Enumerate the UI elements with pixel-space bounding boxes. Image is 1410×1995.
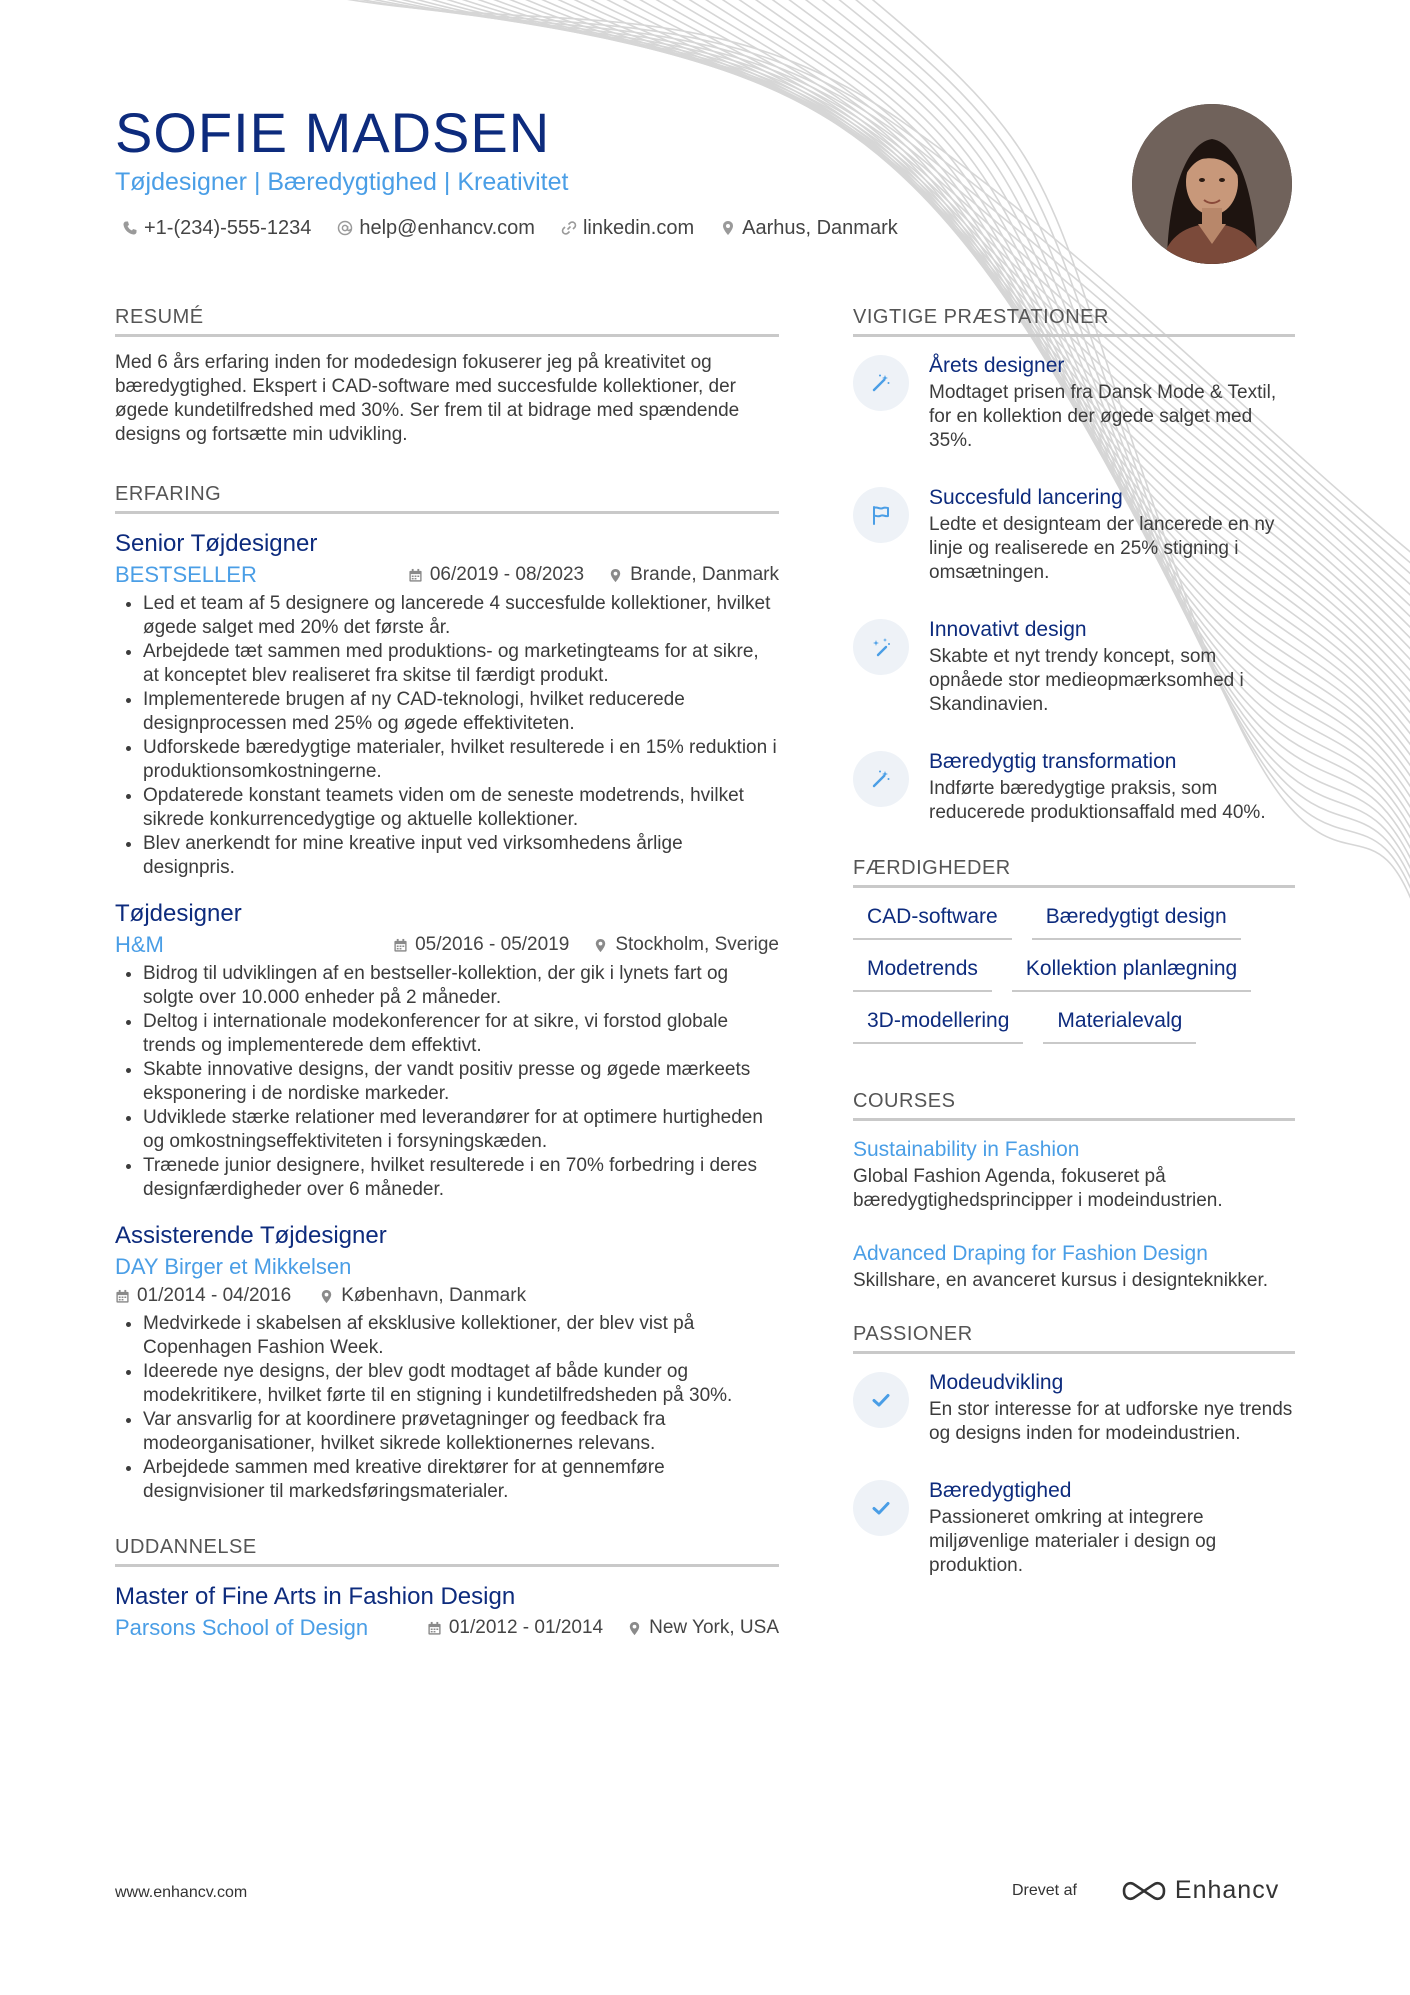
degree-title: Master of Fine Arts in Fashion Design <box>115 1583 516 1610</box>
passion-title: Modeudvikling <box>929 1371 1064 1394</box>
job-dates-text: 06/2019 - 08/2023 <box>429 564 585 585</box>
brand-name: Enhancv <box>1174 1876 1280 1904</box>
list-item: • Led et team af 5 designere og lancerede 4 succesfulde kollektioner, hvilket øgede salget med 20% det første år. <box>143 592 779 640</box>
phone-icon <box>122 220 138 236</box>
job-bullets <box>115 962 779 1202</box>
list-item: • Arbejdede sammen med kreative direktører for at gennemføre designvisioner til markedsføringsmaterialer. <box>143 1456 779 1504</box>
passion-item <box>853 1476 1295 1578</box>
location-pin-icon <box>720 220 736 236</box>
passion-desc: En stor interesse for at udforske nye trends og designs inden for modeindustrien. <box>929 1399 1293 1444</box>
list-item: • Opdaterede konstant teamets viden om de seneste modetrends, hvilket sikrede konkurrencedygtige og aktuelle kollektioner. <box>143 784 779 832</box>
summary-heading: RESUMÉ <box>115 304 779 337</box>
location-pin-icon <box>608 568 623 583</box>
job-bullets <box>115 1312 779 1504</box>
skill-tag: Kollektion planlægning <box>1012 954 1251 992</box>
achievement-item <box>853 615 1295 717</box>
education-heading: UDDANNELSE <box>115 1534 779 1567</box>
contact-row <box>122 214 898 242</box>
linkedin-text: linkedin.com <box>582 217 695 239</box>
achievement-item <box>853 483 1295 585</box>
achievement-title: Bæredygtig transformation <box>929 750 1177 773</box>
location-text: Aarhus, Danmark <box>742 217 898 239</box>
list-item: • Bidrog til udviklingen af en bestseller-kollektion, der gik i lynets fart og solgte over 10.000 enheder på 2 måneder. <box>143 962 779 1010</box>
location-pin-icon <box>627 1621 642 1636</box>
candidate-tagline: Tøjdesigner | Bæredygtighed | Kreativitet <box>115 168 569 196</box>
job-meta <box>115 560 779 590</box>
course-item <box>853 1135 1295 1213</box>
skills-list <box>853 902 1295 1044</box>
achievement-desc: Ledte et designteam der lancerede en ny linje og realiserede en 25% stigning i omsætningen. <box>929 514 1275 583</box>
magic-wand-icon <box>853 751 909 807</box>
summary-text: Med 6 års erfaring inden for modedesign fokuserer jeg på kreativitet og bæredygtighed. Ekspert i CAD-software med succesfulde kollektioner, der øgede kundetilfredshed med 30%. Ser frem til at bidrage med spændende designs og fortsætte min udvikling. <box>115 352 740 445</box>
job-dates <box>408 560 584 590</box>
contact-linkedin[interactable] <box>561 214 694 242</box>
job-company: DAY Birger et Mikkelsen <box>115 1254 352 1279</box>
at-icon <box>337 220 353 236</box>
course-title: Advanced Draping for Fashion Design <box>853 1242 1208 1265</box>
candidate-name: SOFIE MADSEN <box>115 101 551 164</box>
job-location-text: København, Danmark <box>341 1285 527 1306</box>
profile-photo <box>1132 104 1292 264</box>
passions-section <box>853 1321 1295 1578</box>
achievement-item <box>853 747 1295 825</box>
job-title: Senior Tøjdesigner <box>115 530 318 557</box>
list-item: • Arbejdede tæt sammen med produktions- og marketingteams for at sikre, at konceptet blev realiseret fra skitse til færdigt produkt. <box>143 640 779 688</box>
list-item: • Trænede junior designere, hvilket resulterede i en 70% forbedring i deres designfærdigheder over 6 måneder. <box>143 1154 779 1202</box>
job-entry <box>115 898 779 1202</box>
flag-icon <box>853 487 909 543</box>
courses-heading: COURSES <box>853 1088 1295 1121</box>
job-dates-text: 05/2016 - 05/2019 <box>415 934 570 955</box>
calendar-icon <box>115 1289 130 1304</box>
passion-title: Bæredygtighed <box>929 1479 1072 1502</box>
location-pin-icon <box>593 938 608 953</box>
job-location-text: Brande, Danmark <box>630 564 779 585</box>
portrait-illustration <box>1132 104 1292 264</box>
check-icon <box>853 1480 909 1536</box>
skill-tag: 3D-modellering <box>853 1006 1023 1044</box>
job-location-text: Stockholm, Sverige <box>615 934 779 955</box>
right-column <box>853 304 1295 1612</box>
left-column <box>115 304 779 1677</box>
list-item: • Medvirkede i skabelsen af eksklusive kollektioner, der blev vist på Copenhagen Fashion Week. <box>143 1312 779 1360</box>
list-item: • Udforskede bæredygtige materialer, hvilket resulterede i en 15% reduktion i produktionsomkostningerne. <box>143 736 779 784</box>
achievement-title: Årets designer <box>929 354 1065 377</box>
passion-desc: Passioneret omkring at integrere miljøvenlige materialer i design og produktion. <box>929 1507 1217 1576</box>
list-item: • Blev anerkendt for mine kreative input ved virksomhedens årlige designpris. <box>143 832 779 880</box>
course-desc: Global Fashion Agenda, fokuseret på bæredygtighedsprincipper i modeindustrien. <box>853 1166 1223 1211</box>
job-entry <box>115 1220 779 1504</box>
link-icon <box>561 220 577 236</box>
course-desc: Skillshare, en avanceret kursus i designteknikker. <box>853 1270 1269 1291</box>
list-item: • Skabte innovative designs, der vandt positiv presse og øgede mærkeets eksponering i de nordiske markeder. <box>143 1058 779 1106</box>
experience-section <box>115 481 779 1504</box>
job-dates <box>393 930 569 960</box>
achievement-item <box>853 351 1295 453</box>
skill-tag: Modetrends <box>853 954 992 992</box>
job-title: Assisterende Tøjdesigner <box>115 1222 387 1249</box>
job-entry <box>115 528 779 880</box>
email-text: help@enhancv.com <box>359 217 535 239</box>
magic-wand-icon <box>853 355 909 411</box>
job-location <box>593 930 779 960</box>
achievement-desc: Indførte bæredygtige praksis, som reducerede produktionsaffald med 40%. <box>929 778 1266 823</box>
achievement-title: Innovativt design <box>929 618 1087 641</box>
powered-by-text: Drevet af <box>1012 1881 1077 1899</box>
calendar-icon <box>408 568 423 583</box>
passions-heading: PASSIONER <box>853 1321 1295 1354</box>
contact-location <box>720 214 898 242</box>
education-location <box>627 1613 779 1643</box>
list-item: • Udviklede stærke relationer med leverandører for at optimere hurtigheden og omkostningseffektiviteten i forsyningskæden. <box>143 1106 779 1154</box>
sparkle-wand-icon <box>853 619 909 675</box>
courses-section <box>853 1088 1295 1293</box>
experience-heading: ERFARING <box>115 481 779 514</box>
job-bullets <box>115 592 779 880</box>
achievement-title: Succesfuld lancering <box>929 486 1123 509</box>
list-item: • Var ansvarlig for at koordinere prøvetagninger og feedback fra modeorganisationer, hvilket sikrede kollektionernes relevans. <box>143 1408 779 1456</box>
job-dates-text: 01/2014 - 04/2016 <box>137 1285 292 1306</box>
calendar-icon <box>427 1621 442 1636</box>
phone-text: +1-(234)-555-1234 <box>144 217 312 239</box>
job-title: Tøjdesigner <box>115 900 242 927</box>
skill-tag: Bæredygtigt design <box>1032 902 1241 940</box>
education-location-text: New York, USA <box>649 1617 779 1638</box>
footer-website[interactable]: www.enhancv.com <box>115 1884 248 1901</box>
calendar-icon <box>393 938 408 953</box>
skill-tag: Materialevalg <box>1043 1006 1196 1044</box>
job-meta <box>115 1282 779 1310</box>
job-meta <box>115 930 779 960</box>
passion-item <box>853 1368 1295 1446</box>
course-title: Sustainability in Fashion <box>853 1138 1080 1161</box>
contact-phone[interactable] <box>122 214 311 242</box>
job-company: BESTSELLER <box>115 562 257 587</box>
job-dates <box>115 1282 291 1310</box>
school-name: Parsons School of Design <box>115 1615 369 1640</box>
skills-heading: FÆRDIGHEDER <box>853 855 1295 888</box>
achievements-heading: VIGTIGE PRÆSTATIONER <box>853 304 1295 337</box>
job-company: H&M <box>115 932 164 957</box>
skills-section <box>853 855 1295 1044</box>
list-item: • Deltog i internationale modekonferencer for at sikre, vi forstod globale trends og implementerede dem effektivt. <box>143 1010 779 1058</box>
contact-email[interactable] <box>337 214 535 242</box>
education-section <box>115 1534 779 1643</box>
education-dates-text: 01/2012 - 01/2014 <box>448 1617 604 1638</box>
check-icon <box>853 1372 909 1428</box>
summary-section <box>115 304 779 447</box>
location-pin-icon <box>319 1289 334 1304</box>
job-location <box>608 560 779 590</box>
course-item <box>853 1239 1295 1293</box>
education-dates <box>427 1613 603 1643</box>
skill-tag: CAD-software <box>853 902 1012 940</box>
job-location <box>319 1282 526 1310</box>
achievement-desc: Modtaget prisen fra Dansk Mode & Textil, for en kollektion der øgede salget med 35%. <box>929 382 1277 451</box>
brand-logo[interactable] <box>1121 1876 1279 1905</box>
achievement-desc: Skabte et nyt trendy koncept, som opnåede stor medieopmærksomhed i Skandinavien. <box>929 646 1244 715</box>
list-item: • Implementerede brugen af ny CAD-teknologi, hvilket reducerede designprocessen med 25% og øgede effektiviteten. <box>143 688 779 736</box>
achievements-section <box>853 304 1295 825</box>
education-meta <box>115 1613 779 1643</box>
enhancv-logo-icon <box>1121 1879 1167 1903</box>
list-item: • Ideerede nye designs, der blev godt modtaget af både kunder og modekritikere, hvilket førte til en stigning i kundetilfredsheden på 30%. <box>143 1360 779 1408</box>
footer-branding <box>1012 1876 1279 1905</box>
